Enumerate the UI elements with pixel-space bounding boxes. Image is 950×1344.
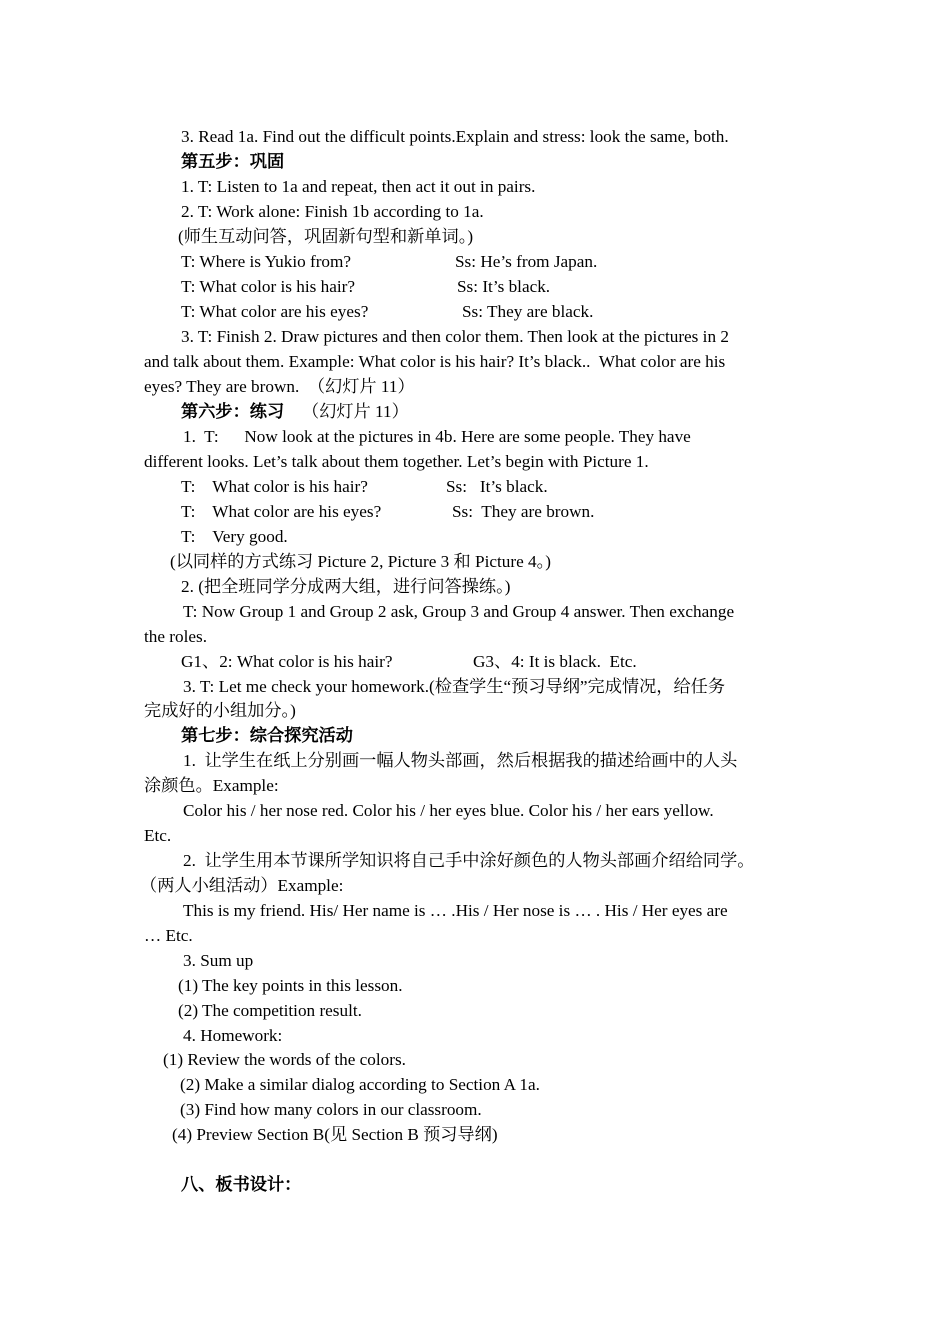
dialog-question: T: What color is his hair? <box>181 277 355 296</box>
text-line: 3. T: Finish 2. Draw pictures and then color them. Then look at the pictures in 2 <box>181 327 729 346</box>
text-line: 3. T: Let me check your homework.(检查学生“预习导纲”完成情况，给任务 <box>183 677 726 696</box>
text-line: different looks. Let’s talk about them together. Let’s begin with Picture 1. <box>144 452 649 471</box>
text-line: 2. (把全班同学分成两大组，进行问答操练。) <box>181 577 511 596</box>
section-heading-step6: 第六步：练习 <box>181 402 285 421</box>
text-line: T: Very good. <box>181 527 288 546</box>
homework-item: (1) Review the words of the colors. <box>163 1050 406 1069</box>
text-line: 完成好的小组加分。) <box>144 701 296 720</box>
section-heading-step5: 第五步：巩固 <box>181 152 285 171</box>
dialog-answer: Ss: He’s from Japan. <box>455 252 598 271</box>
text-line: （两人小组活动）Example: <box>140 876 344 895</box>
dialog-answer: Ss: It’s black. <box>446 477 548 496</box>
dialog-answer: Ss: They are black. <box>462 302 594 321</box>
text-line: and talk about them. Example: What color is his hair? It’s black.. What color are his <box>144 352 726 371</box>
text-line: 1. T: Listen to 1a and repeat, then act it out in pairs. <box>181 177 536 196</box>
text-line: (师生互动问答，巩固新句型和新单词。) <box>178 227 474 246</box>
section-heading-board-design: 八、板书设计： <box>181 1175 302 1194</box>
text-line: 涂颜色。Example: <box>144 776 279 795</box>
dialog-answer: G3、4: It is black. Etc. <box>473 652 637 671</box>
text-line: … Etc. <box>144 926 193 945</box>
homework-item: (4) Preview Section B(见 Section B 预习导纲) <box>172 1125 498 1144</box>
dialog-question: T: What color are his eyes? <box>181 502 382 521</box>
text-line: T: Now Group 1 and Group 2 ask, Group 3 and Group 4 answer. Then exchange <box>183 602 735 621</box>
text-line: 3. Sum up <box>183 951 254 970</box>
dialog-question: G1、2: What color is his hair? <box>181 652 393 671</box>
slide-note: （幻灯片 11） <box>302 402 409 421</box>
text-line: Etc. <box>144 826 172 845</box>
text-line: 2. 让学生用本节课所学知识将自己手中涂好颜色的人物头部画介绍给同学。 <box>183 851 755 870</box>
homework-item: (3) Find how many colors in our classroom. <box>180 1100 482 1119</box>
homework-item: (2) Make a similar dialog according to Section A 1a. <box>180 1075 540 1094</box>
dialog-question: T: What color is his hair? <box>181 477 368 496</box>
text-line: (1) The key points in this lesson. <box>178 976 403 995</box>
text-line: 1. T: Now look at the pictures in 4b. Here are some people. They have <box>183 427 691 446</box>
text-line: (以同样的方式练习 Picture 2, Picture 3 和 Picture 4。) <box>170 552 551 571</box>
text-line: the roles. <box>144 627 208 646</box>
text-line: eyes? They are brown. （幻灯片 11） <box>144 377 415 396</box>
dialog-question: T: Where is Yukio from? <box>181 252 352 271</box>
text-line: 4. Homework: <box>183 1026 283 1045</box>
dialog-answer: Ss: They are brown. <box>452 502 595 521</box>
text-line: 1. 让学生在纸上分别画一幅人物头部画，然后根据我的描述给画中的人头 <box>183 751 738 770</box>
text-line: This is my friend. His/ Her name is … .His / Her nose is … . His / Her eyes are <box>183 901 728 920</box>
text-line: Color his / her nose red. Color his / her eyes blue. Color his / her ears yellow. <box>183 801 714 820</box>
text-line: 3. Read 1a. Find out the difficult points.Explain and stress: look the same, both. <box>181 127 729 146</box>
text-line: (2) The competition result. <box>178 1001 362 1020</box>
dialog-answer: Ss: It’s black. <box>457 277 551 296</box>
text-line: 2. T: Work alone: Finish 1b according to 1a. <box>181 202 484 221</box>
dialog-question: T: What color are his eyes? <box>181 302 369 321</box>
section-heading-step7: 第七步：综合探究活动 <box>181 726 353 745</box>
